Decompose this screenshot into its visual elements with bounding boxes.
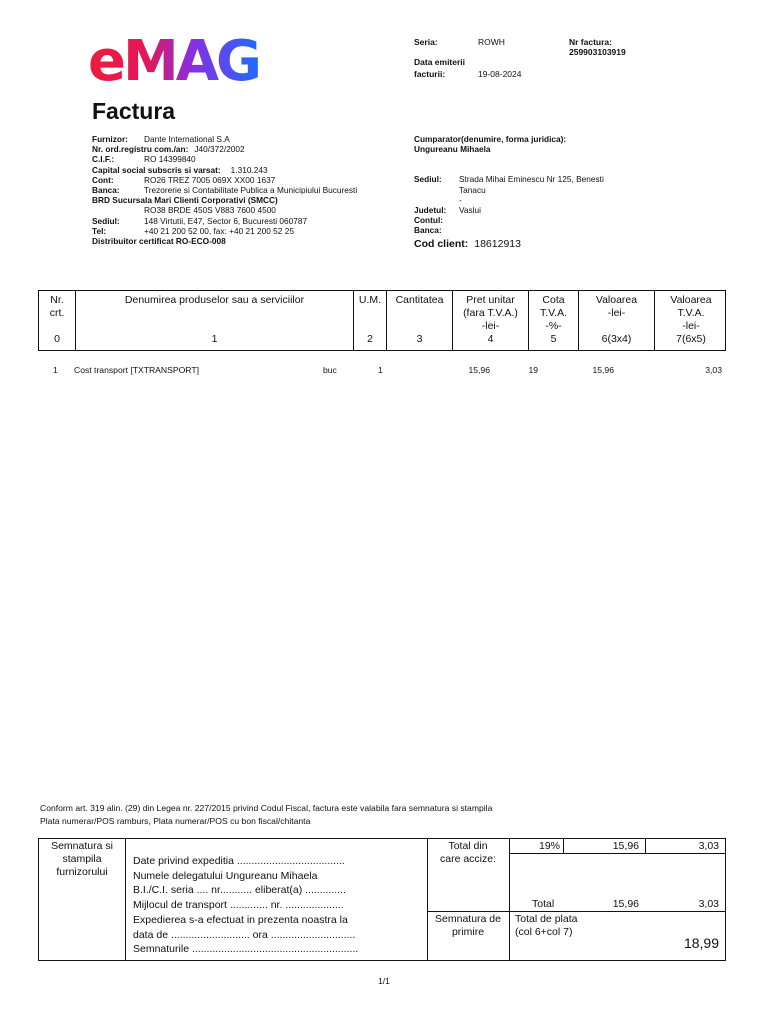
row-tva: 3,03 [705,365,722,375]
svg-text:eMAG: eMAG [88,34,260,84]
cota-val: 15,96 [612,840,639,852]
cod-client-value: 18612913 [474,237,521,250]
row-pret: 15,96 [468,365,490,375]
total-de-plata-value: 18,99 [683,935,719,951]
row-nr: 1 [53,365,58,375]
legal-notes [40,802,492,828]
buyer-block [414,134,714,249]
capital-label: Capital social subscris si varsat: [92,164,221,175]
col-nr-crt: Nr. crt. 0 [39,291,76,350]
supplier-block [92,134,392,246]
banca-value: Trezorerie si Contabilitate Publica a Municipiului Bucuresti [144,185,358,196]
nrreg-value: J40/372/2002 [194,144,245,155]
col-cantitate: Cantitatea 3 [387,291,453,350]
row-um: buc [323,365,337,375]
page-title: Factura [92,98,176,124]
emag-logo-mark [88,34,274,84]
brd-line: BRD Sucursala Mari Clienti Corporativi (SMCC) [92,195,278,206]
col-valoare-tva: Valoarea T.V.A. -lei- 7(6x5) [670,294,712,345]
row-cantitate: 1 [378,365,383,375]
col-um: U.M. 2 [354,291,387,350]
furnizor-label: Furnizor: [92,134,128,144]
distribuitor-line: Distribuitor certificat RO-ECO-008 [92,236,226,247]
capital-value: 1.310.243 [230,164,268,175]
row-valoare: 15,96 [592,365,614,375]
cota-tva: 3,03 [698,840,719,852]
cont-value: RO26 TREZ 7005 069X XX00 1637 [144,174,276,185]
buyer-label: Cumparator(denumire, forma juridica): [414,134,567,144]
seria-value: ROWH [478,37,505,47]
footer-table [38,838,726,961]
cod-client-label: Cod client: [414,237,469,250]
semnatura-furnizor: Semnatura si stampila furnizorului [51,840,113,878]
emag-logo [88,34,274,84]
seria-label: Seria: [414,37,438,47]
buyer-judet-value: Vaslui [459,205,481,216]
buyer-banca-label: Banca: [414,225,442,236]
total-val: 15,96 [612,898,639,910]
col-cota-tva: Cota T.V.A. -%- 5 [529,291,579,350]
nr-factura-label: Nr factura: [569,37,612,47]
nrreg-label: Nr. ord.registru com./an: [92,144,189,155]
tel-value: +40 21 200 52 00, fax: +40 21 200 52 25 [144,225,294,236]
cif-label: C.I.F.: [92,154,115,165]
data-emiterii-label: Data emiterii [414,57,466,67]
total-de-plata: Total de plata (col 6+col 7) [515,913,578,938]
tel-label: Tel: [92,225,107,236]
data-emiterii-value: 19-08-2024 [478,69,522,79]
page-number: 1/1 [378,976,390,986]
cod-client [414,239,714,249]
col-denumire: Denumirea produselor sau a serviciilor 1 [76,291,354,350]
buyer-sediul-value-3: - [459,194,462,205]
banca-label: Banca: [92,185,120,196]
col-pret-unitar: Pret unitar (fara T.V.A.) -lei- 4 [453,291,529,350]
semnatura-primire: Semnatura de primire [435,913,501,938]
cota-pct: 19% [539,840,561,852]
cif-value: RO 14399840 [144,154,196,165]
sediul-furnizor-value: 148 Virtutii, E47, Sector 6, Bucuresti 060787 [144,215,308,226]
buyer-sediul-value-2: Tanacu [459,184,486,195]
nr-factura-value: 259903103919 [569,47,626,57]
expeditie-block: Date privind expeditia ..................................... Numele delegatului Ungureanu Mihaela B.I./C.I. seria .... nr........... eliberat(a) .............. Mijlocul de transport ............. nr. .................... Expedierea s-a efectuat in prezenta noastra la data de ........................... ora ............................. Semnaturile ......................................................... [133,855,359,956]
buyer-contul-label: Contul: [414,215,444,226]
buyer-sediul-value: Strada Mihai Eminescu Nr 125, Benesti [459,174,604,185]
payment-note: Plata numerar/POS ramburs, Plata numerar/POS cu bon fiscal/chitanta [40,816,311,826]
buyer-sediul-label: Sediul: [414,174,442,185]
products-table-header [38,290,726,351]
total-tva: 3,03 [698,898,719,910]
legal-note-1: Conform art. 319 alin. (29) din Legea nr. 227/2015 privind Codul Fiscal, factura este valabila fara semnatura si stampila [40,803,493,813]
buyer-name: Ungureanu Mihaela [414,144,491,155]
buyer-judet-label: Judetul: [414,205,447,216]
total-label: Total [532,898,555,910]
total-din-accize: Total din care accize: [439,840,497,865]
sediul-furnizor-label: Sediul: [92,215,120,226]
col-valoare: Valoarea -lei- 6(3x4) [579,291,655,350]
cont-label: Cont: [92,174,114,185]
data-facturii-label: facturii: [414,69,446,79]
brd-cont: RO38 BRDE 450S V883 7600 4500 [144,205,276,216]
furnizor-value: Dante International S.A [144,134,230,144]
row-denumire: Cost transport [TXTRANSPORT] [74,365,199,375]
row-cota: 19 [528,365,538,375]
